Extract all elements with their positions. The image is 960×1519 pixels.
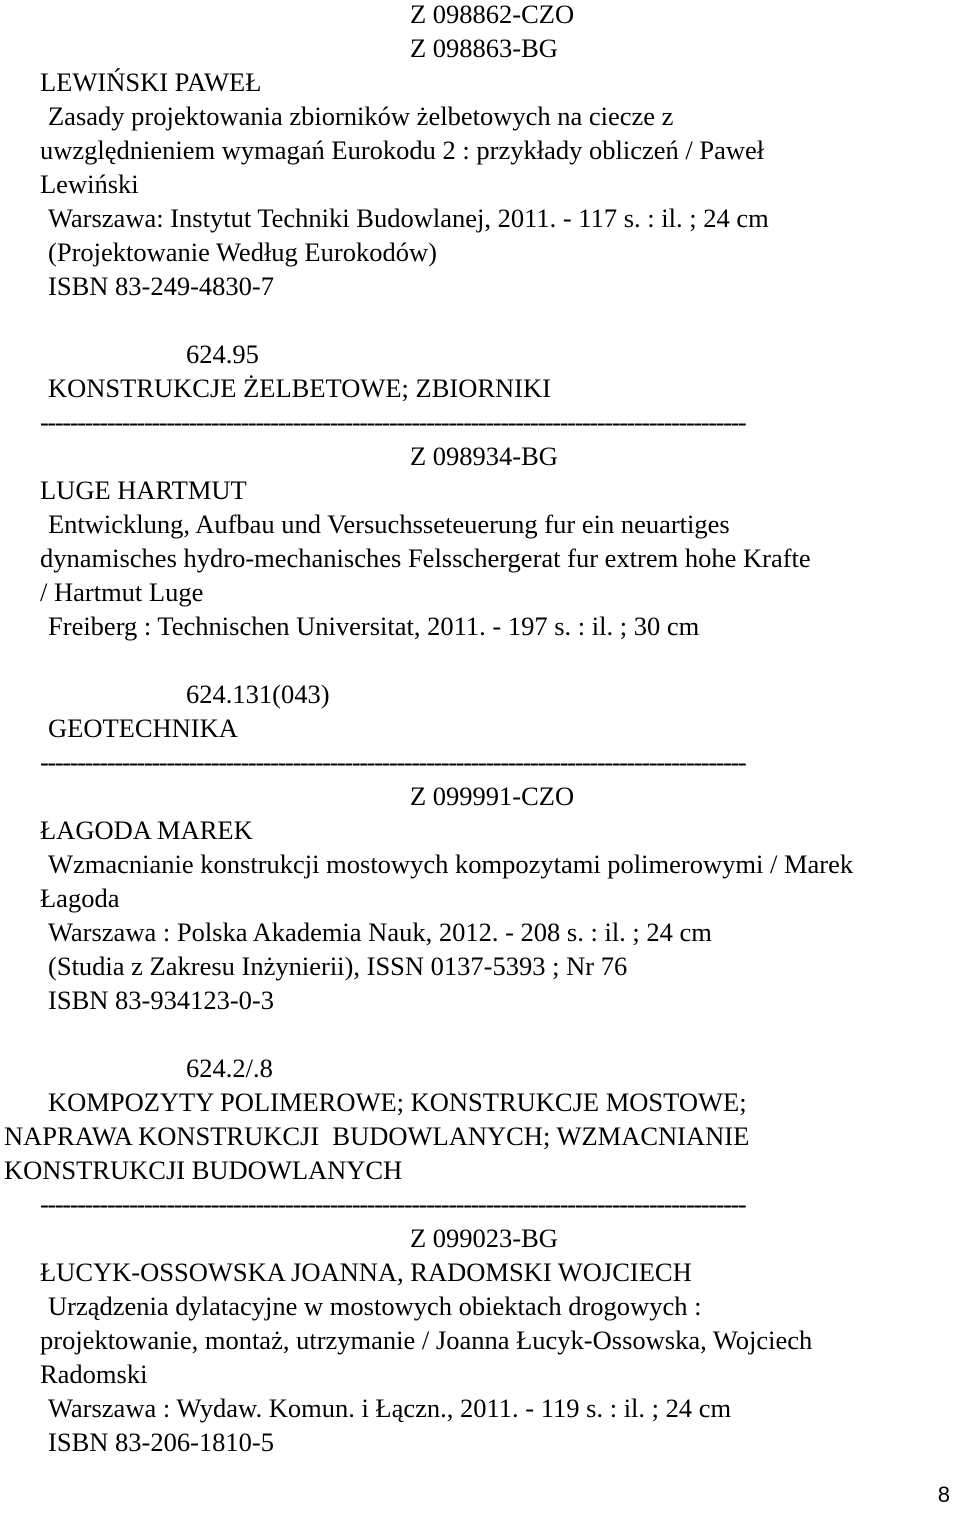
page-number: 8 bbox=[937, 1482, 950, 1507]
record-publication: Warszawa : Wydaw. Komun. i Łączn., 2011. - 119 s. : il. ; 24 cm bbox=[48, 1393, 732, 1423]
record-code: Z 099023-BG bbox=[410, 1223, 558, 1253]
record-udc: 624.131(043) bbox=[186, 679, 330, 709]
record-title-line: Łagoda bbox=[40, 883, 120, 913]
record-publication: Warszawa: Instytut Techniki Budowlanej, 2011. - 117 s. : il. ; 24 cm bbox=[48, 203, 769, 233]
record-title-line: dynamisches hydro-mechanisches Felsschergerat fur extrem hohe Krafte bbox=[40, 543, 811, 573]
record-series: (Projektowanie Według Eurokodów) bbox=[48, 237, 437, 267]
record-udc: 624.2/.8 bbox=[186, 1053, 273, 1083]
record-title-line: Wzmacnianie konstrukcji mostowych kompozytami polimerowymi / Marek bbox=[48, 849, 854, 879]
record-code: Z 099991-CZO bbox=[410, 781, 575, 811]
record-title-line: projektowanie, montaż, utrzymanie / Joanna Łucyk-Ossowska, Wojciech bbox=[40, 1325, 813, 1355]
record-author: ŁUCYK-OSSOWSKA JOANNA, RADOMSKI WOJCIECH bbox=[40, 1257, 692, 1287]
record-series: (Studia z Zakresu Inżynierii), ISSN 0137-5393 ; Nr 76 bbox=[48, 951, 628, 981]
record-subjects: KONSTRUKCJI BUDOWLANYCH bbox=[4, 1155, 403, 1185]
record-publication: Warszawa : Polska Akademia Nauk, 2012. - 208 s. : il. ; 24 cm bbox=[48, 917, 712, 947]
record-isbn: ISBN 83-249-4830-7 bbox=[48, 271, 274, 301]
separator-line: ----------------------------------------------------------------------------------------------- bbox=[40, 747, 746, 777]
record-title-line: uwzględnieniem wymagań Eurokodu 2 : przykłady obliczeń / Paweł bbox=[40, 135, 765, 165]
record-code: Z 098934-BG bbox=[410, 441, 558, 471]
record-title-line: Zasady projektowania zbiorników żelbetowych na ciecze z bbox=[48, 101, 674, 131]
record-subjects: KOMPOZYTY POLIMEROWE; KONSTRUKCJE MOSTOWE; bbox=[48, 1087, 747, 1117]
record-title-line: Lewiński bbox=[40, 169, 139, 199]
record-subjects: GEOTECHNIKA bbox=[48, 713, 238, 743]
record-title-line: Urządzenia dylatacyjne w mostowych obiektach drogowych : bbox=[48, 1291, 702, 1321]
record-code: Z 098863-BG bbox=[410, 33, 558, 63]
record-author: LUGE HARTMUT bbox=[40, 475, 247, 505]
record-publication: Freiberg : Technischen Universitat, 2011. - 197 s. : il. ; 30 cm bbox=[48, 611, 700, 641]
record-udc: 624.95 bbox=[186, 339, 259, 369]
record-title-line: / Hartmut Luge bbox=[40, 577, 204, 607]
record-title-line: Radomski bbox=[40, 1359, 148, 1389]
record-subjects: KONSTRUKCJE ŻELBETOWE; ZBIORNIKI bbox=[48, 373, 551, 403]
separator-line: ----------------------------------------------------------------------------------------------- bbox=[40, 407, 746, 437]
record-isbn: ISBN 83-934123-0-3 bbox=[48, 985, 274, 1015]
record-isbn: ISBN 83-206-1810-5 bbox=[48, 1427, 274, 1457]
separator-line: ----------------------------------------------------------------------------------------------- bbox=[40, 1189, 746, 1219]
record-subjects: NAPRAWA KONSTRUKCJI BUDOWLANYCH; WZMACNIANIE bbox=[4, 1121, 750, 1151]
record-title-line: Entwicklung, Aufbau und Versuchsseteuerung fur ein neuartiges bbox=[48, 509, 730, 539]
record-code: Z 098862-CZO bbox=[410, 0, 575, 29]
record-author: LEWIŃSKI PAWEŁ bbox=[40, 67, 262, 97]
record-author: ŁAGODA MAREK bbox=[40, 815, 253, 845]
